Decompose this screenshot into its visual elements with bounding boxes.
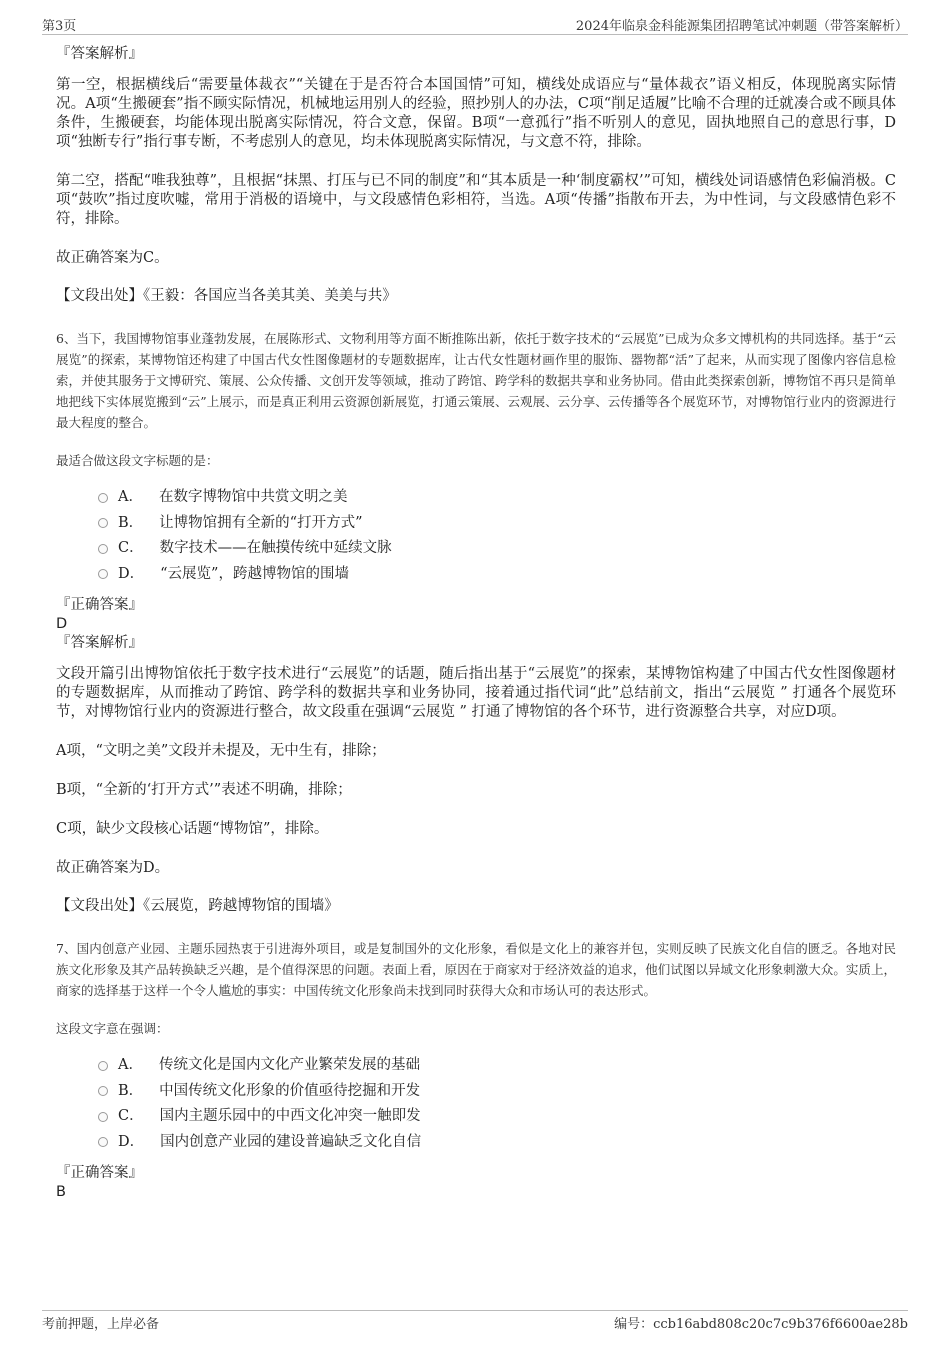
question-7-options bbox=[98, 1051, 896, 1153]
radio-icon[interactable] bbox=[98, 1061, 108, 1071]
analysis-paragraph: A项，“文明之美”文段并未提及，无中生有，排除； bbox=[56, 743, 386, 759]
source-citation: 【文段出处】《云展览，跨越博物馆的围墙》 bbox=[56, 898, 339, 914]
option-d[interactable] bbox=[98, 1128, 896, 1154]
question-6-options bbox=[98, 483, 896, 585]
option-letter: D． bbox=[118, 1133, 145, 1150]
answer-label: 『正确答案』 bbox=[56, 597, 143, 613]
option-letter: B． bbox=[118, 514, 144, 531]
analysis-paragraph: 故正确答案为C。 bbox=[56, 250, 169, 266]
answer-label: 『正确答案』 bbox=[56, 1165, 143, 1181]
question-6-prompt: 最适合做这段文字标题的是： bbox=[56, 453, 219, 468]
option-text: 国内创意产业园的建设普遍缺乏文化自信 bbox=[160, 1133, 422, 1150]
page-content bbox=[56, 44, 896, 1201]
radio-icon[interactable] bbox=[98, 493, 108, 503]
option-c[interactable] bbox=[98, 1102, 896, 1128]
answer-value: D bbox=[56, 616, 68, 632]
option-b[interactable] bbox=[98, 1077, 896, 1103]
radio-icon[interactable] bbox=[98, 1086, 108, 1096]
analysis-paragraph: 第一空，根据横线后“需要量体裁衣”“关键在于是否符合本国国情”可知，横线处成语应与“量体裁衣”语义相反，体现脱离实际情况。A项“生搬硬套”指不顾实际情况，机械地运用别人的经验，照抄别人的办法，C项“削足适履”比喻不合理的迁就凑合或不顾具体条件，生搬硬套，均能体现出脱离实际情况，符合文意，保留。B项“一意孤行”指不听别人的意见，固执地照自己的意思行事，D项“独断专行”指行事专断，不考虑别人的意见，均未体现脱离实际情况，与文意不符，排除。 bbox=[56, 77, 896, 150]
analysis-paragraph: 文段开篇引出博物馆依托于数字技术进行“云展览”的话题，随后指出基于“云展览”的探索，某博物馆构建了中国古代女性图像题材的专题数据库，从而推动了跨馆、跨学科的数据共享和业务协同，接着通过指代词“此”总结前文，指出“云展览 ” 打通各个展览环节，对博物馆行业内的资源进行整合，故文段重在强调“云展览 ” 打通了博物馆的各个环节，进行资源整合共享，对应D项。 bbox=[56, 666, 896, 720]
option-text: 在数字博物馆中共赏文明之美 bbox=[158, 489, 348, 506]
analysis-paragraph: 第二空，搭配“唯我独尊”，且根据“抹黑、打压与已不同的制度”和“其本质是一种‘制度霸权’”可知，横线处词语感情色彩偏消极。C项“鼓吹”指过度吹嘘，常用于消极的语境中，与文段感情色彩相符，当选。A项“传播”指散布开去，为中性词，与文段感情色彩不符，排除。 bbox=[56, 173, 896, 227]
analysis-paragraph: C项，缺少文段核心话题“博物馆”，排除。 bbox=[56, 821, 329, 837]
page-number: 第3页 bbox=[42, 18, 77, 34]
radio-icon[interactable] bbox=[98, 544, 108, 554]
footer-slogan: 考前押题，上岸必备 bbox=[42, 1316, 160, 1332]
option-letter: B． bbox=[118, 1082, 144, 1099]
option-letter: A． bbox=[118, 489, 143, 506]
option-b[interactable] bbox=[98, 509, 896, 535]
option-letter: C． bbox=[118, 1108, 144, 1125]
option-text: 数字技术——在触摸传统中延续文脉 bbox=[159, 540, 392, 557]
option-letter: D． bbox=[118, 565, 145, 582]
option-d[interactable] bbox=[98, 560, 896, 586]
page-footer bbox=[42, 1310, 908, 1333]
option-letter: A． bbox=[118, 1057, 143, 1074]
radio-icon[interactable] bbox=[98, 1112, 108, 1122]
radio-icon[interactable] bbox=[98, 1137, 108, 1147]
question-6-text: 6、当下，我国博物馆事业蓬勃发展，在展陈形式、文物利用等方面不断推陈出新，依托于数字技术的“云展览”已成为众多文博机构的共同选择。基于“云展览”的探索，某博物馆还构建了中国古代女性图像题材的专题数据库，让古代女性题材画作里的服饰、器物都“活”了起来，从而实现了图像内容信息检索，并使其服务于文博研究、策展、公众传播、文创开发等领域，推动了跨馆、跨学科的数据共享和业务协同。借由此类探索创新，博物馆不再只是简单地把线下实体展览搬到“云”上展示，而是真正利用云资源创新展览，打通云策展、云观展、云分享、云传播等各个展览环节，对博物馆行业内的资源进行最大程度的整合。 bbox=[56, 331, 896, 430]
question-6-answer bbox=[56, 595, 896, 653]
option-text: 让博物馆拥有全新的“打开方式” bbox=[159, 514, 363, 531]
analysis-paragraph: 故正确答案为D。 bbox=[56, 860, 170, 876]
document-title: 2024年临泉金科能源集团招聘笔试冲刺题（带答案解析） bbox=[575, 18, 908, 34]
analysis-paragraph: B项，“全新的‘打开方式’”表述不明确，排除； bbox=[56, 782, 352, 798]
option-text: 国内主题乐园中的中西文化冲突一触即发 bbox=[159, 1108, 421, 1125]
analysis-label: 『答案解析』 bbox=[56, 46, 143, 62]
option-c[interactable] bbox=[98, 534, 896, 560]
option-a[interactable] bbox=[98, 1051, 896, 1077]
document-id: 编号：ccb16abd808c20c7c9b376f6600ae28b bbox=[614, 1316, 908, 1332]
option-text: 传统文化是国内文化产业繁荣发展的基础 bbox=[158, 1057, 420, 1074]
radio-icon[interactable] bbox=[98, 569, 108, 579]
question-7-text: 7、国内创意产业园、主题乐园热衷于引进海外项目，或是复制国外的文化形象，看似是文化上的兼容并包，实则反映了民族文化自信的匮乏。各地对民族文化形象及其产品转换缺乏兴趣，是个值得深思的问题。表面上看，原因在于商家对于经济效益的追求，他们试图以异域文化形象刺激大众。实质上，商家的选择基于这样一个令人尴尬的事实：中国传统文化形象尚未找到同时获得大众和市场认可的表达形式。 bbox=[56, 941, 896, 998]
source-citation: 【文段出处】《王毅：各国应当各美其美、美美与共》 bbox=[56, 288, 397, 304]
question-7-prompt: 这段文字意在强调： bbox=[56, 1021, 169, 1036]
answer-value: B bbox=[56, 1184, 66, 1200]
analysis-label: 『答案解析』 bbox=[56, 635, 143, 651]
page-header bbox=[42, 14, 908, 35]
option-a[interactable] bbox=[98, 483, 896, 509]
question-7-answer bbox=[56, 1163, 896, 1201]
option-text: 中国传统文化形象的价值亟待挖掘和开发 bbox=[159, 1082, 421, 1099]
option-text: “云展览”，跨越博物馆的围墙 bbox=[160, 565, 349, 582]
option-letter: C． bbox=[118, 540, 144, 557]
radio-icon[interactable] bbox=[98, 518, 108, 528]
